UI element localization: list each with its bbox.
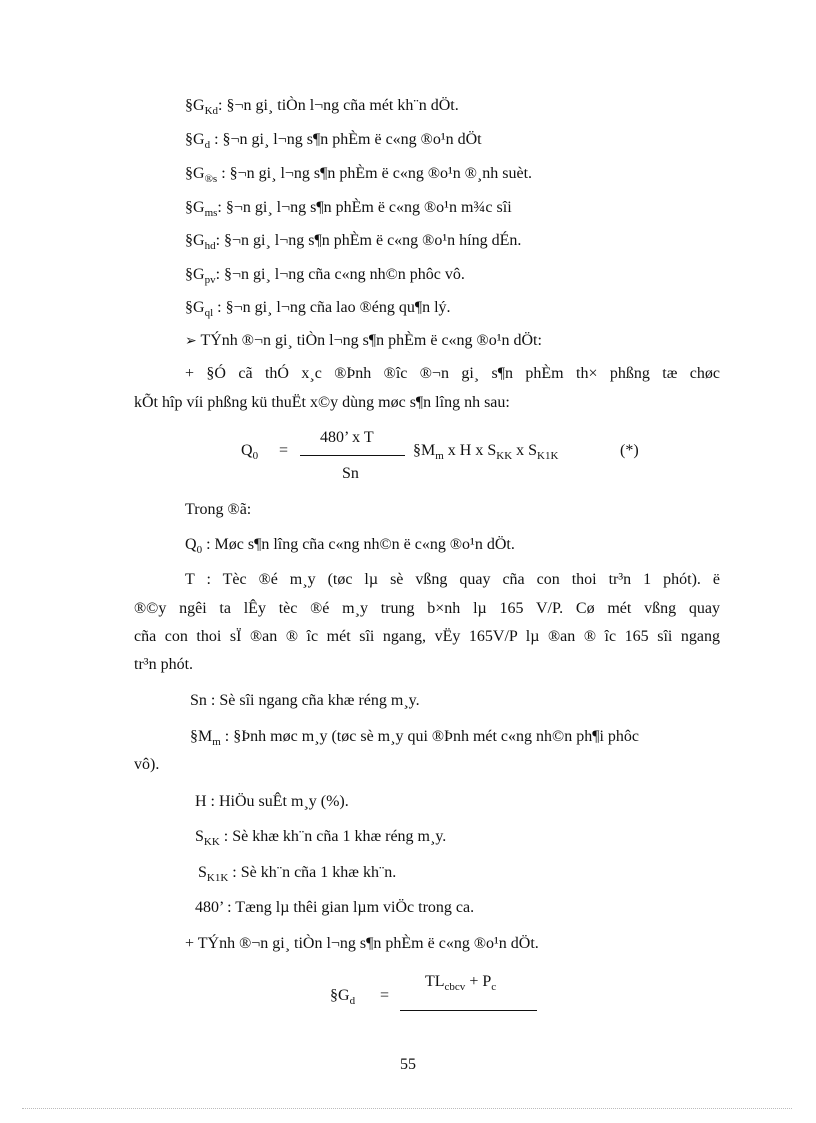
formula2-lhs-subscript: d [349, 995, 356, 1007]
def-subscript: hd [204, 240, 216, 252]
formula1-rhs [413, 441, 558, 462]
def-symbol: §G [185, 131, 205, 148]
def-gkd [185, 96, 459, 117]
def-symbol: §G [185, 299, 205, 316]
formula2-equals: = [380, 987, 390, 1004]
def-symbol: §G [185, 232, 205, 249]
def-text: : §¬n gi¸ l¬ng s¶n phÈm ë c«ng ®o¹n m¾c sîi [217, 199, 512, 216]
def-subscript: pv [204, 274, 216, 286]
def-gpv [185, 265, 465, 286]
explain-subscript: K1K [206, 872, 229, 884]
def-gds [185, 164, 532, 185]
explain-text: : §Þnh møc m¸y (tøc sè m¸y qui ®Þnh mét c«ng nh©n ph¶i phôc [220, 728, 639, 745]
formula1-rhs-term: x S [512, 442, 538, 459]
page-bottom-divider [22, 1108, 792, 1109]
explain-subscript: 0 [196, 544, 203, 556]
formula1-rhs-subscript: m [435, 450, 444, 462]
formula1-equals: = [279, 442, 289, 459]
arrow-bullet-icon: ➢ [185, 333, 197, 349]
formula1-tag: (*) [620, 442, 639, 459]
explain-text: : Møc s¶n lîng cña c«ng nh©n ë c«ng ®o¹n dÖt. [202, 536, 515, 553]
def-subscript: Kd [204, 105, 219, 117]
explain-symbol: §M [190, 728, 213, 745]
def-symbol: §G [185, 97, 205, 114]
def-text: : §¬n gi¸ l¬ng cña c«ng nh©n phôc vô. [215, 266, 465, 283]
explain-dm-line2: vô). [134, 756, 160, 773]
formula2-lhs [330, 986, 355, 1007]
explain-t-line4: tr³n phót. [134, 656, 194, 673]
explain-h: H : HiÖu suÊt m¸y (%). [195, 793, 349, 810]
formula1-numerator: 480’ x T [320, 429, 374, 446]
def-symbol: §G [185, 165, 205, 182]
formula2-num-term: TL [425, 973, 445, 990]
explain-t-line3 [134, 627, 720, 647]
explain-t-line1 [185, 570, 720, 590]
explain-subscript: KK [203, 836, 220, 848]
def-text: : §¬n gi¸ l¬ng s¶n phÈm ë c«ng ®o¹n híng dÉn. [215, 232, 522, 249]
explain-symbol: S [198, 864, 207, 881]
explain-symbol: S [195, 828, 204, 845]
formula2-num-term: + P [465, 973, 492, 990]
def-subscript: d [204, 139, 211, 151]
formula2-num-subscript: cbcv [444, 981, 466, 993]
def-ghd [185, 231, 521, 252]
formula2-numerator [425, 972, 496, 993]
formula1-rhs-term: x H x S [443, 442, 497, 459]
explain-t-line2-text: ®©y ngêi ta lÊy tèc ®é m¸y trung b×nh lµ 165 V/P. Cø mét vßng quay [134, 600, 720, 617]
formula1-lhs-symbol: Q [241, 442, 253, 459]
def-text: : §¬n gi¸ l¬ng s¶n phÈm ë c«ng ®o¹n dÖt [210, 131, 482, 148]
explain-t-line3-text: cña con thoi sÏ ®an ® îc mét sîi ngang, vËy 165V/P lµ ®an ® îc 165 sîi ngang [134, 628, 720, 645]
formula1-rhs-term: §M [413, 442, 436, 459]
explain-t-line2 [134, 599, 720, 619]
def-gms [185, 198, 512, 219]
para1-line2: kÕt hîp víi phßng kü thuËt x©y dùng møc s¶n lîng nh sau: [134, 394, 510, 411]
explain-q0 [185, 535, 515, 556]
def-gql [185, 298, 451, 319]
formula1-rhs-subscript: KK [496, 450, 513, 462]
formula2-num-subscript: c [491, 981, 497, 993]
def-symbol: §G [185, 199, 205, 216]
explain-t-line1-text: T : Tèc ®é m¸y (tøc lµ sè vßng quay cña con thoi tr³n 1 phót). ë [185, 571, 720, 588]
explain-text: : Sè khæ kh¨n cña 1 khæ réng m¸y. [219, 828, 447, 845]
explain-skk [195, 827, 446, 848]
bullet-heading [185, 331, 542, 351]
trong-do-label: Trong ®ã: [185, 501, 252, 518]
explain-text: : Sè kh¨n cña 1 khæ kh¨n. [228, 864, 397, 881]
explain-dm-line1 [190, 727, 720, 748]
def-subscript: ms [204, 207, 218, 219]
explain-symbol: Q [185, 536, 197, 553]
def-symbol: §G [185, 266, 205, 283]
formula1-fraction-bar [300, 455, 405, 456]
formula1-rhs-subscript: K1K [537, 450, 559, 462]
explain-sn: Sn : Sè sîi ngang cña khæ réng m¸y. [190, 692, 420, 709]
def-subscript: ql [204, 307, 214, 319]
formula2-fraction-bar [400, 1010, 537, 1011]
def-gd [185, 130, 482, 151]
para2: + TÝnh ®¬n gi¸ tiÒn l¬ng s¶n phÈm ë c«ng ®o¹n dÖt. [185, 935, 539, 952]
formula2-lhs-symbol: §G [330, 987, 350, 1004]
formula1-lhs-subscript: 0 [252, 450, 259, 462]
page-number: 55 [400, 1056, 416, 1073]
formula1-denominator: Sn [342, 465, 359, 482]
para1-line1-text: + §Ó cã thÓ x¸c ®Þnh ®îc ®¬n gi¸ s¶n phÈm th× phßng tæ chøc [185, 365, 720, 382]
explain-subscript: m [212, 736, 221, 748]
explain-480: 480’ : Tæng lµ thêi gian lµm viÖc trong ca. [195, 899, 475, 916]
def-text: : §¬n gi¸ l¬ng cña lao ®éng qu¶n lý. [213, 299, 451, 316]
explain-sk1k [198, 863, 396, 884]
def-text: : §¬n gi¸ l¬ng s¶n phÈm ë c«ng ®o¹n ®¸nh suèt. [217, 165, 533, 182]
para1-line1 [185, 364, 720, 384]
def-text: : §¬n gi¸ tiÒn l¬ng cña mét kh¨n dÖt. [218, 97, 459, 114]
def-subscript: ®s [204, 173, 218, 185]
formula1-lhs [241, 441, 258, 462]
bullet-text: TÝnh ®¬n gi¸ tiÒn l¬ng s¶n phÈm ë c«ng ®o¹n dÖt: [200, 332, 542, 349]
